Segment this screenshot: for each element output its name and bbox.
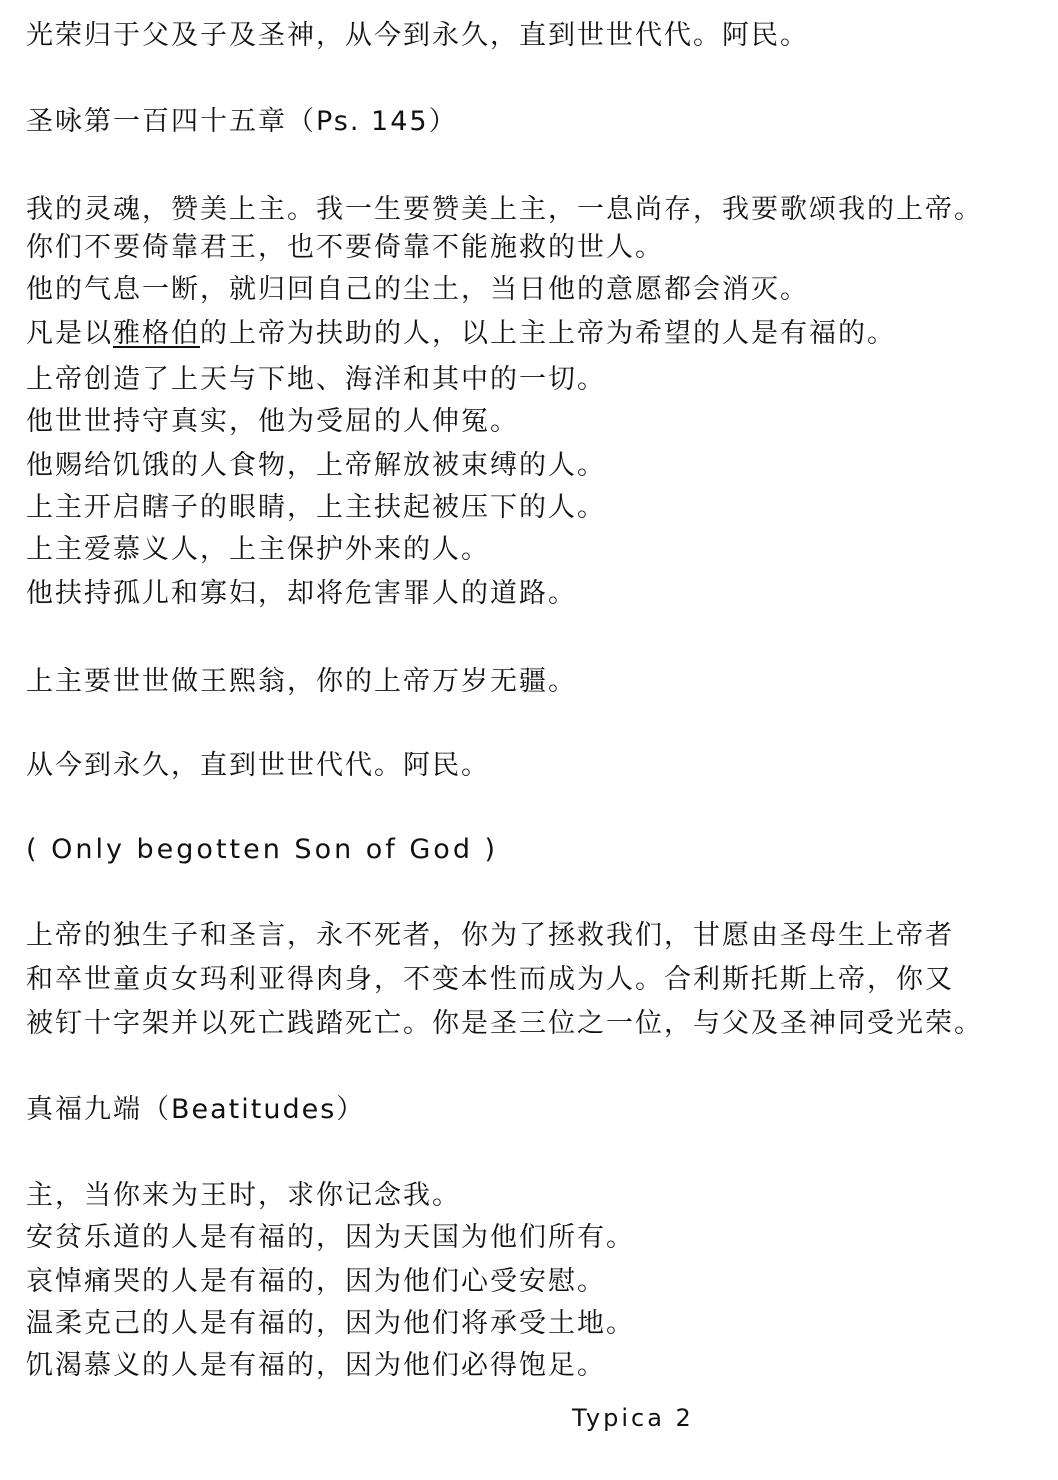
psalm-line: 他扶持孤儿和寡妇，却将危害罪人的道路。 [26,578,577,609]
psalm-line: 他赐给饥饿的人食物，上帝解放被束缚的人。 [26,450,606,481]
beatitudes-line: 饥渴慕义的人是有福的，因为他们必得饱足。 [26,1350,606,1381]
psalm-line-jacob [26,316,896,352]
psalm-line: 上帝创造了上天与下地、海洋和其中的一切。 [26,364,606,395]
beatitudes-line: 主，当你来为王时，求你记念我。 [26,1180,461,1211]
psalm-line: 上主开启瞎子的眼睛，上主扶起被压下的人。 [26,492,606,523]
beatitudes-heading: 真福九端（Beatitudes） [26,1094,366,1125]
psalm-line: 我的灵魂，赞美上主。我一生要赞美上主，一息尚存，我要歌颂我的上帝。 [26,194,983,225]
beatitudes-line: 安贫乐道的人是有福的，因为天国为他们所有。 [26,1222,635,1253]
psalm-line-jacob-after: 的上帝为扶助的人，以上主上帝为希望的人是有福的。 [200,318,896,349]
psalm-line: 他世世持守真实，他为受屈的人伸冤。 [26,406,519,437]
beatitudes-line: 温柔克己的人是有福的，因为他们将承受土地。 [26,1308,635,1339]
hymn-line: 上帝的独生子和圣言，永不死者，你为了拯救我们，甘愿由圣母生上帝者 [26,920,954,951]
psalm-line-jacob-before: 凡是以 [26,318,113,349]
page-footer: Typica 2 [572,1404,694,1432]
psalm-line: 你们不要倚靠君王，也不要倚靠不能施救的世人。 [26,232,664,263]
hymn-line: 被钉十字架并以死亡践踏死亡。你是圣三位之一位，与父及圣神同受光荣。 [26,1008,983,1039]
psalm-line: 他的气息一断，就归回自己的尘土，当日他的意愿都会消灭。 [26,274,809,305]
hymn-heading: ( Only begotten Son of God ) [26,834,499,865]
psalm-heading: 圣咏第一百四十五章（Ps. 145） [26,106,458,137]
beatitudes-line: 哀悼痛哭的人是有福的，因为他们心受安慰。 [26,1266,606,1297]
hymn-line: 和卒世童贞女玛利亚得肉身，不变本性而成为人。合利斯托斯上帝，你又 [26,964,954,995]
doxology-middle: 从今到永久，直到世世代代。阿民。 [26,750,490,781]
psalm-reign: 上主要世世做王熙翁，你的上帝万岁无疆。 [26,666,577,697]
psalm-line: 上主爱慕义人，上主保护外来的人。 [26,534,490,565]
doxology-top: 光荣归于父及子及圣神，从今到永久，直到世世代代。阿民。 [26,20,809,51]
jacob-underlined: 雅格伯 [113,318,200,349]
